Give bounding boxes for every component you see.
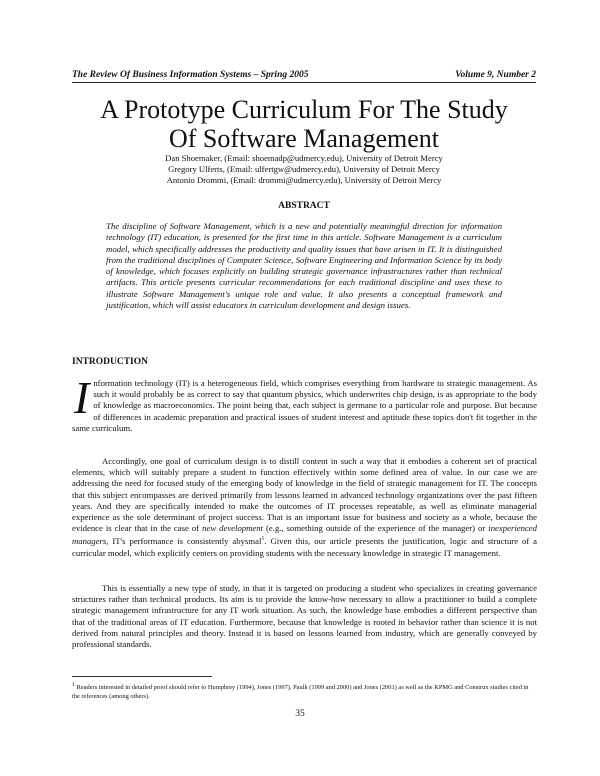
title-line-1: A Prototype Curriculum For The Study [100,95,508,124]
paragraph-2-text-b: (e.g., something outside of the experience of the manager) or [263,523,489,534]
paragraph-1 [72,372,537,434]
footnote-text: Readers interested in detailed proof should refer to Humphrey (1994), Jones (1997), Paulk (1999 and 2000) and Jones (2001) as well as the KPMG and Construx studies cited in the references (among others). [72,684,529,700]
footnote-divider [72,676,212,677]
drop-cap: I [74,372,90,423]
emphasis-new-development: new development [202,523,264,534]
footnote [72,681,537,701]
author-line: Dan Shoemaker, (Email: shoemadp@udmercy.edu), University of Detroit Mercy [165,153,443,163]
paragraph-3: This is essentially a new type of study, in that it is targeted on producing a student who specializes in creating governance structures rather than technical products. Its aim is to provide the know-how necessary to allow a practitioner to build a complete strategic management infrastructure for any IT work situation. As such, the knowledge base embodies a different perspective than that of the traditional areas of IT education. Furthermore, because that knowledge is rooted in behavior rather than science it is not derived from natural principles and theory. Instead it is based on lessons learned from industry, which are generally conveyed by professional standards. [72,583,537,650]
volume-number: Volume 9, Number 2 [455,70,536,80]
paragraph-2-text-c: , IT's performance is consistently abysmal [106,536,262,547]
introduction-heading: INTRODUCTION [72,357,149,367]
journal-name: The Review Of Business Information Systems – Spring 2005 [72,70,309,80]
author-list [100,153,508,186]
author-line: Antonio Drommi, (Email: drommi@udmercy.edu), University of Detroit Mercy [166,175,442,185]
abstract-heading: ABSTRACT [278,201,330,211]
paragraph-2 [72,456,537,559]
paper-title [60,95,548,153]
abstract-text: The discipline of Software Management, which is a new and potentially meaningful direction for information technology (IT) education, is presented for the first time in this article. Software Management is a curriculum model, which specifically addresses the productivity and quality issues that have arisen in IT. It is distinguished from the traditional disciplines of Computer Science, Software Engineering and Information Science by its body of knowledge, which focuses explicitly on building strategic governance infrastructures rather than technical artifacts. This article presents curricular recommendations for each traditional discipline and uses these to illustrate Software Management's unique role and value. It also presents a conceptual framework and justification, which will assist educators in curriculum development and design issues. [106,221,502,311]
paragraph-1-text: nformation technology (IT) is a heterogeneous field, which comprises everything from hardware to strategic management. As such it would probably be as correct to say that quantum physics, which underwrites chip design, is as appropriate to the body of knowledge as macroeconomics. The point being that, each subject is germane to a particular role and purpose. But because of differences in academic preparation and practical issues of student interest and aptitude these topics don't fit together in the same curriculum. [72,378,537,433]
page-number: 35 [295,709,305,719]
author-line: Gregory Ulferts, (Email: ulfertgw@udmercy.edu), University of Detroit Mercy [168,164,440,174]
footnote-mark: 1 [72,682,75,688]
running-header [72,70,536,83]
footnote-reference[interactable]: 1 [261,536,265,543]
paragraph-2-text-d: . Given this, our article presents the justification, logic and structure of a curricular model, which explicitly centers on providing students with the necessary knowledge in strategic IT management. [72,536,537,558]
emphasis-inexperienced-managers: inexperienced managers [72,523,537,547]
paragraph-2-text-a: Accordingly, one goal of curriculum design is to distill content in such a way that it embodies a coherent set of practical elements, which will suitably prepare a student to function effectively within some defined area of value. In our case we are addressing the need for focused study of the emerging body of knowledge in the field of strategic management for IT. The concepts that this subject encompasses are derived primarily from lessons learned in advanced technology organizations over the past fifteen years. And they are specifically intended to make the outcomes of IT processes repeatable, as well as eliminate managerial experience as the sole determinant of project success. That is an important issue for business and society as a whole, because the evidence is clear that in the case of [72,456,537,534]
title-line-2: Of Software Management [168,124,440,153]
